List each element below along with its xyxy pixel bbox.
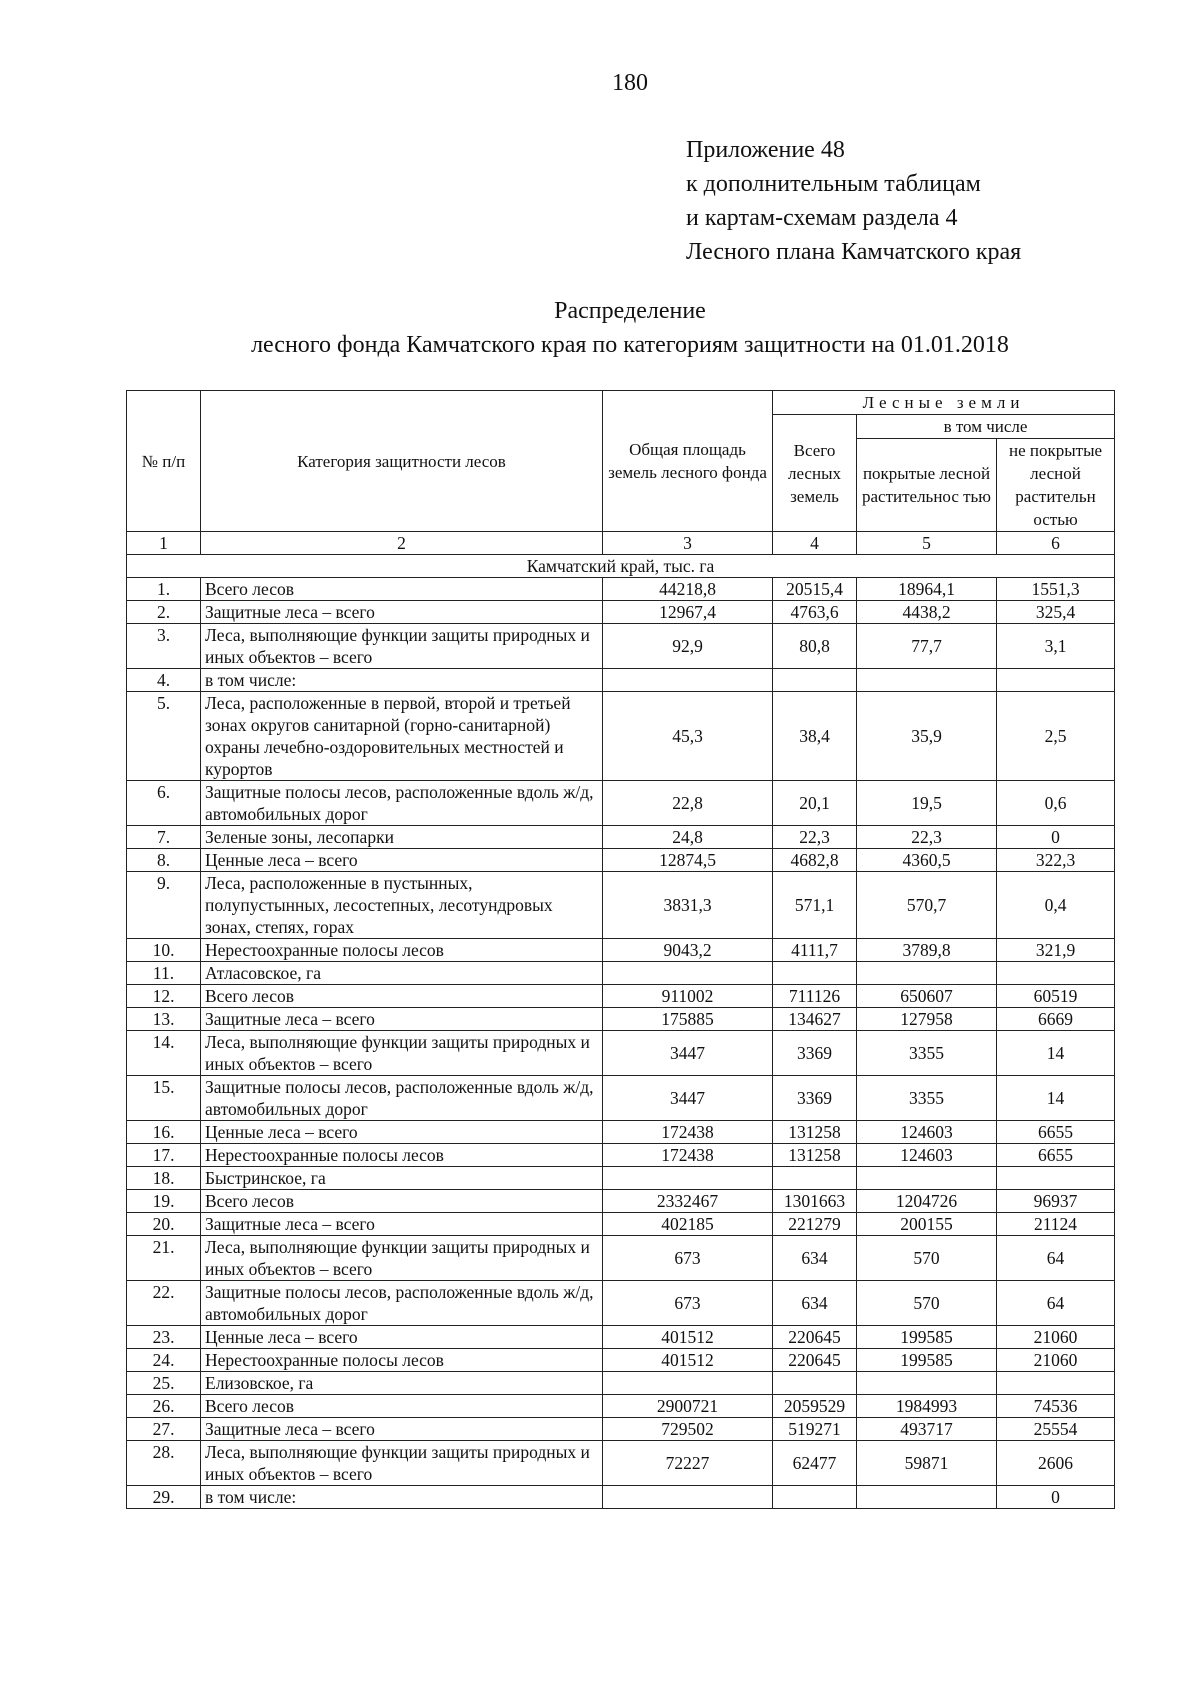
table-row [127,939,1115,962]
row-covered: 1984993 [857,1395,997,1418]
row-total-area: 175885 [603,1008,773,1031]
row-not-covered: 322,3 [997,849,1115,872]
row-number: 26. [127,1395,201,1418]
row-forest-lands: 4111,7 [773,939,857,962]
row-covered: 1204726 [857,1190,997,1213]
row-category: Ценные леса – всего [201,849,603,872]
row-category: Леса, расположенные в пустынных, полупустынных, лесостепных, лесотундровых зонах, степях, горах [201,872,603,939]
table-row [127,1372,1115,1395]
row-total-area [603,669,773,692]
table-row [127,1076,1115,1121]
row-not-covered: 6669 [997,1008,1115,1031]
row-category: Защитные леса – всего [201,1213,603,1236]
table-row [127,1486,1115,1509]
row-forest-lands: 4682,8 [773,849,857,872]
row-not-covered [997,962,1115,985]
row-forest-lands: 80,8 [773,624,857,669]
row-not-covered: 2,5 [997,692,1115,781]
row-forest-lands: 20515,4 [773,578,857,601]
row-not-covered [997,1372,1115,1395]
column-index: 1 [127,532,201,555]
row-covered: 3355 [857,1076,997,1121]
row-not-covered: 6655 [997,1121,1115,1144]
row-category: Леса, расположенные в первой, второй и третьей зонах округов санитарной (горно-санитарной) охраны лечебно-оздоровительных местностей и курортов [201,692,603,781]
table-row [127,1190,1115,1213]
row-category: Леса, выполняющие функции защиты природных и иных объектов – всего [201,1441,603,1486]
row-number: 20. [127,1213,201,1236]
row-forest-lands: 4763,6 [773,601,857,624]
row-not-covered: 6655 [997,1144,1115,1167]
row-total-area [603,1372,773,1395]
row-covered [857,669,997,692]
row-category: Нерестоохранные полосы лесов [201,1349,603,1372]
row-covered: 570 [857,1281,997,1326]
table-row [127,624,1115,669]
row-not-covered: 25554 [997,1418,1115,1441]
row-total-area: 12967,4 [603,601,773,624]
row-covered: 18964,1 [857,578,997,601]
row-total-area: 92,9 [603,624,773,669]
table-row [127,1395,1115,1418]
row-category: Всего лесов [201,985,603,1008]
table-body [127,555,1115,1509]
row-number: 25. [127,1372,201,1395]
row-number: 16. [127,1121,201,1144]
row-not-covered: 3,1 [997,624,1115,669]
column-index: 2 [201,532,603,555]
header-forest-lands: Лесные земли [773,391,1115,415]
row-total-area: 2900721 [603,1395,773,1418]
row-number: 4. [127,669,201,692]
row-not-covered: 0,4 [997,872,1115,939]
row-not-covered: 21124 [997,1213,1115,1236]
row-number: 21. [127,1236,201,1281]
row-not-covered: 325,4 [997,601,1115,624]
table-header [127,391,1115,555]
row-total-area [603,1167,773,1190]
title-line: Распределение [554,298,706,324]
row-number: 29. [127,1486,201,1509]
row-not-covered: 21060 [997,1326,1115,1349]
row-covered: 4360,5 [857,849,997,872]
row-not-covered: 64 [997,1281,1115,1326]
row-number: 1. [127,578,201,601]
row-covered: 22,3 [857,826,997,849]
section-label: Камчатский край, тыс. га [127,555,1115,578]
row-category: Всего лесов [201,1395,603,1418]
row-forest-lands: 634 [773,1236,857,1281]
row-total-area: 172438 [603,1144,773,1167]
row-number: 11. [127,962,201,985]
row-total-area: 401512 [603,1326,773,1349]
row-total-area: 401512 [603,1349,773,1372]
row-covered: 199585 [857,1349,997,1372]
row-number: 15. [127,1076,201,1121]
row-covered: 493717 [857,1418,997,1441]
row-total-area: 45,3 [603,692,773,781]
row-not-covered [997,669,1115,692]
appendix-line: Приложение 48 [686,137,845,163]
row-not-covered: 0 [997,826,1115,849]
row-number: 6. [127,781,201,826]
row-covered: 650607 [857,985,997,1008]
row-forest-lands [773,962,857,985]
row-total-area: 3447 [603,1076,773,1121]
row-number: 12. [127,985,201,1008]
row-number: 13. [127,1008,201,1031]
row-forest-lands: 220645 [773,1349,857,1372]
row-number: 18. [127,1167,201,1190]
table-row [127,962,1115,985]
row-covered: 77,7 [857,624,997,669]
row-not-covered: 96937 [997,1190,1115,1213]
row-forest-lands: 131258 [773,1144,857,1167]
row-covered: 124603 [857,1121,997,1144]
row-covered: 127958 [857,1008,997,1031]
row-total-area: 172438 [603,1121,773,1144]
header-not-covered: не покрытые лесной растительн остью [997,439,1115,532]
row-category: Защитные леса – всего [201,601,603,624]
row-total-area: 2332467 [603,1190,773,1213]
row-total-area: 911002 [603,985,773,1008]
row-not-covered: 2606 [997,1441,1115,1486]
row-number: 10. [127,939,201,962]
row-covered: 4438,2 [857,601,997,624]
table-row [127,985,1115,1008]
table-row [127,1167,1115,1190]
row-category: Всего лесов [201,1190,603,1213]
row-number: 7. [127,826,201,849]
column-index: 3 [603,532,773,555]
row-category: Леса, выполняющие функции защиты природных и иных объектов – всего [201,1236,603,1281]
row-total-area: 402185 [603,1213,773,1236]
row-forest-lands [773,1167,857,1190]
table-row [127,1213,1115,1236]
header-num: № п/п [127,391,201,532]
row-category: Нерестоохранные полосы лесов [201,1144,603,1167]
row-number: 17. [127,1144,201,1167]
row-covered: 3355 [857,1031,997,1076]
row-covered: 124603 [857,1144,997,1167]
table-row [127,1144,1115,1167]
row-category: Ценные леса – всего [201,1121,603,1144]
row-total-area: 72227 [603,1441,773,1486]
row-covered [857,1372,997,1395]
row-covered: 35,9 [857,692,997,781]
row-forest-lands: 711126 [773,985,857,1008]
row-covered: 59871 [857,1441,997,1486]
row-total-area: 24,8 [603,826,773,849]
table-row [127,669,1115,692]
document-title [130,294,1130,362]
title-line: лесного фонда Камчатского края по категориям защитности на 01.01.2018 [251,332,1009,358]
forest-fund-table [126,390,1115,1509]
header-all-forest: Всего лесных земель [773,415,857,532]
row-covered: 3789,8 [857,939,997,962]
row-category: Леса, выполняющие функции защиты природных и иных объектов – всего [201,624,603,669]
forest-fund-table-wrapper [126,390,1114,1509]
row-category: Ценные леса – всего [201,1326,603,1349]
table-row [127,1418,1115,1441]
table-row [127,826,1115,849]
row-total-area: 3447 [603,1031,773,1076]
row-not-covered: 321,9 [997,939,1115,962]
row-covered [857,1167,997,1190]
row-covered: 570,7 [857,872,997,939]
row-not-covered: 0 [997,1486,1115,1509]
section-row [127,555,1115,578]
appendix-line: к дополнительным таблицам [686,171,981,197]
row-category: Защитные полосы лесов, расположенные вдоль ж/д, автомобильных дорог [201,1076,603,1121]
row-forest-lands: 1301663 [773,1190,857,1213]
row-not-covered: 60519 [997,985,1115,1008]
column-index: 4 [773,532,857,555]
row-covered: 570 [857,1236,997,1281]
row-not-covered: 74536 [997,1395,1115,1418]
header-covered: покрытые лесной растительнос тью [857,439,997,532]
row-forest-lands [773,1486,857,1509]
row-forest-lands: 220645 [773,1326,857,1349]
row-category: Защитные леса – всего [201,1418,603,1441]
table-row [127,1326,1115,1349]
row-number: 9. [127,872,201,939]
row-not-covered: 14 [997,1031,1115,1076]
row-forest-lands: 131258 [773,1121,857,1144]
appendix-note [686,133,1021,269]
row-forest-lands: 38,4 [773,692,857,781]
row-category: Атласовское, га [201,962,603,985]
row-number: 2. [127,601,201,624]
table-row [127,1008,1115,1031]
row-forest-lands: 571,1 [773,872,857,939]
row-not-covered: 1551,3 [997,578,1115,601]
table-row [127,1281,1115,1326]
header-including: в том числе [857,415,1115,439]
row-category: Всего лесов [201,578,603,601]
header-total-area: Общая площадь земель лесного фонда [603,391,773,532]
row-not-covered: 14 [997,1076,1115,1121]
row-number: 19. [127,1190,201,1213]
row-number: 3. [127,624,201,669]
row-total-area: 22,8 [603,781,773,826]
row-number: 24. [127,1349,201,1372]
row-covered [857,962,997,985]
row-category: Нерестоохранные полосы лесов [201,939,603,962]
row-category: Зеленые зоны, лесопарки [201,826,603,849]
row-category: Леса, выполняющие функции защиты природных и иных объектов – всего [201,1031,603,1076]
header-category: Категория защитности лесов [201,391,603,532]
row-not-covered [997,1167,1115,1190]
table-row [127,578,1115,601]
row-forest-lands [773,1372,857,1395]
table-row [127,692,1115,781]
row-total-area: 673 [603,1281,773,1326]
table-row [127,601,1115,624]
row-covered: 19,5 [857,781,997,826]
table-row [127,781,1115,826]
row-total-area [603,1486,773,1509]
row-number: 22. [127,1281,201,1326]
row-covered: 199585 [857,1326,997,1349]
row-total-area: 9043,2 [603,939,773,962]
appendix-line: и картам-схемам раздела 4 [686,205,958,231]
row-forest-lands: 2059529 [773,1395,857,1418]
row-forest-lands: 634 [773,1281,857,1326]
table-row [127,1441,1115,1486]
row-category: Быстринское, га [201,1167,603,1190]
row-forest-lands: 134627 [773,1008,857,1031]
row-number: 5. [127,692,201,781]
row-forest-lands: 22,3 [773,826,857,849]
row-total-area: 3831,3 [603,872,773,939]
row-covered: 200155 [857,1213,997,1236]
row-total-area: 44218,8 [603,578,773,601]
column-index: 5 [857,532,997,555]
row-number: 8. [127,849,201,872]
table-row [127,1121,1115,1144]
row-category: Защитные полосы лесов, расположенные вдоль ж/д, автомобильных дорог [201,781,603,826]
page-number: 180 [612,70,648,96]
row-forest-lands: 3369 [773,1031,857,1076]
table-row [127,1031,1115,1076]
row-category: Защитные полосы лесов, расположенные вдоль ж/д, автомобильных дорог [201,1281,603,1326]
table-row [127,1236,1115,1281]
row-number: 23. [127,1326,201,1349]
row-number: 28. [127,1441,201,1486]
column-index: 6 [997,532,1115,555]
row-number: 14. [127,1031,201,1076]
row-total-area [603,962,773,985]
row-number: 27. [127,1418,201,1441]
row-forest-lands: 3369 [773,1076,857,1121]
table-row [127,849,1115,872]
row-total-area: 729502 [603,1418,773,1441]
row-forest-lands [773,669,857,692]
row-not-covered: 21060 [997,1349,1115,1372]
row-total-area: 673 [603,1236,773,1281]
row-forest-lands: 62477 [773,1441,857,1486]
row-not-covered: 0,6 [997,781,1115,826]
row-forest-lands: 519271 [773,1418,857,1441]
row-forest-lands: 221279 [773,1213,857,1236]
row-covered [857,1486,997,1509]
row-total-area: 12874,5 [603,849,773,872]
appendix-line: Лесного плана Камчатского края [686,239,1022,265]
row-category: Елизовское, га [201,1372,603,1395]
row-category: в том числе: [201,669,603,692]
row-not-covered: 64 [997,1236,1115,1281]
table-row [127,872,1115,939]
table-row [127,1349,1115,1372]
row-category: Защитные леса – всего [201,1008,603,1031]
row-forest-lands: 20,1 [773,781,857,826]
row-category: в том числе: [201,1486,603,1509]
